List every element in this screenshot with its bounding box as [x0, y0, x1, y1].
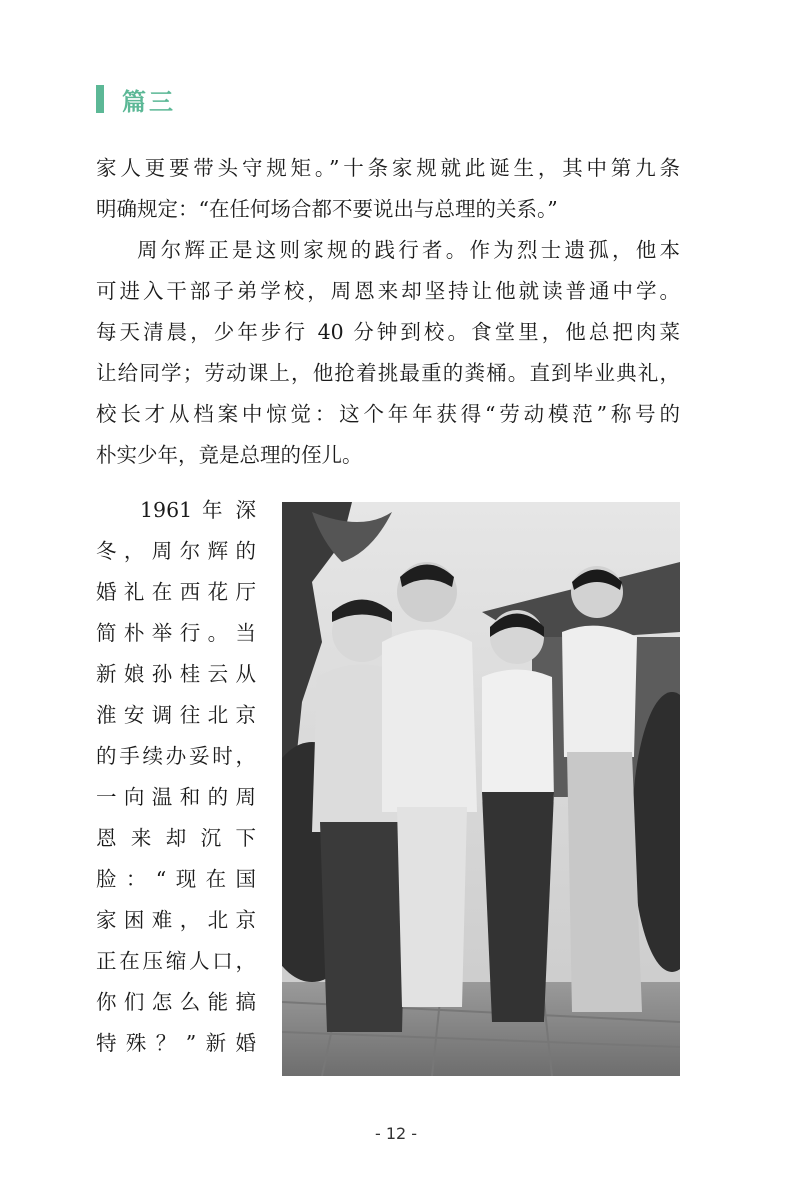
text-line: 1961 年 深	[140, 498, 256, 522]
section-header	[96, 84, 176, 114]
text-line: 可进入干部子弟学校，周恩来却坚持让他就读普通中学。	[96, 279, 680, 303]
body-text	[96, 148, 680, 476]
section-title: 篇三	[122, 87, 176, 116]
text-line: 让给同学；劳动课上，他抢着挑最重的粪桶。直到毕业典礼，	[96, 361, 680, 385]
page-number: - 12 -	[374, 1124, 418, 1143]
text-line: 新娘孙桂云从	[96, 662, 256, 686]
text-line: 脸：“现在国	[96, 867, 256, 891]
text-line: 你们怎么能搞	[96, 990, 256, 1014]
text-line: 周尔辉正是这则家规的践行者。作为烈士遗孤，他本	[137, 238, 680, 262]
text-line: 正在压缩人口，	[96, 949, 256, 973]
text-line: 明确规定：“在任何场合都不要说出与总理的关系。”	[96, 197, 558, 221]
photo-illustration	[282, 502, 680, 1076]
text-line: 冬，周尔辉的	[96, 539, 256, 563]
text-line: 校长才从档案中惊觉：这个年年获得“劳动模范”称号的	[96, 402, 680, 426]
text-line: 家人更要带头守规矩。”十条家规就此诞生，其中第九条	[96, 156, 680, 180]
text-line: 每天清晨，少年步行 40 分钟到校。食堂里，他总把肉菜	[96, 320, 680, 344]
text-line: 特殊？”新婚	[96, 1031, 256, 1055]
text-line: 恩来却沉下	[96, 826, 256, 850]
text-line: 淮安调往北京	[96, 703, 256, 727]
section-marker-bar	[96, 85, 104, 113]
text-line: 婚礼在西花厅	[96, 580, 256, 604]
text-line: 一向温和的周	[96, 785, 256, 809]
text-line: 的手续办妥时，	[96, 744, 256, 768]
side-text-column	[96, 490, 256, 1064]
text-line: 家困难，北京	[96, 908, 256, 932]
family-photo	[282, 502, 680, 1076]
text-line: 简朴举行。当	[96, 621, 256, 645]
text-line: 朴实少年，竟是总理的侄儿。	[96, 443, 363, 467]
